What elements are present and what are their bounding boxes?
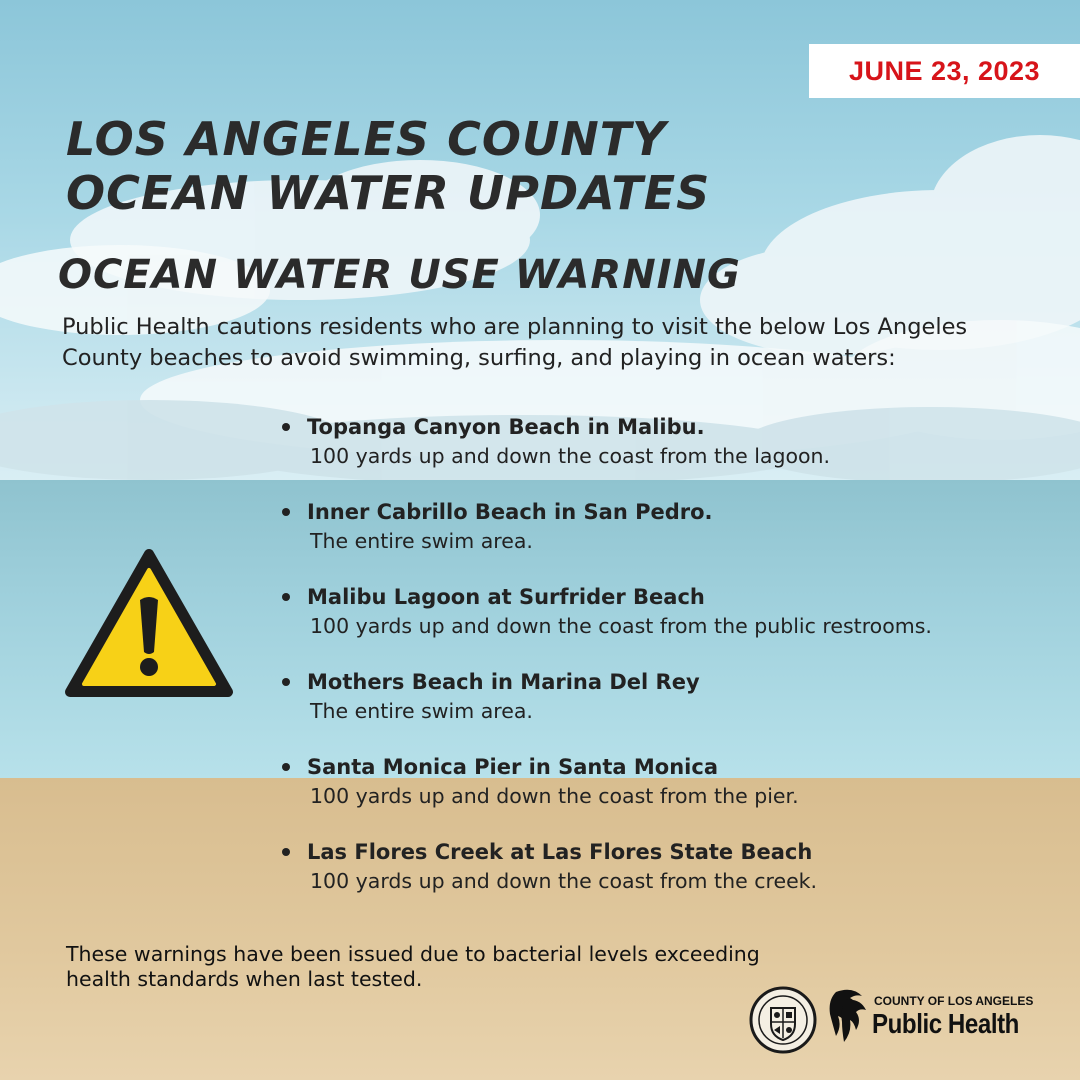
- beach-name: Las Flores Creek at Las Flores State Beach: [307, 840, 813, 864]
- footer-note: These warnings have been issued due to bacterial levels exceeding health standards when last tested.: [66, 942, 760, 991]
- beach-description: The entire swim area.: [310, 699, 533, 723]
- bullet-icon: [282, 423, 290, 431]
- beach-name: Malibu Lagoon at Surfrider Beach: [307, 585, 705, 609]
- intro-text: Public Health cautions residents who are planning to visit the below Los Angeles County beaches to avoid swimming, surfing, and playing in ocean waters:: [62, 314, 968, 371]
- county-seal-icon: [749, 986, 817, 1054]
- beach-name: Topanga Canyon Beach in Malibu.: [307, 415, 705, 439]
- bullet-icon: [282, 763, 290, 771]
- beach-description: 100 yards up and down the coast from the lagoon.: [310, 444, 831, 468]
- beach-name: Mothers Beach in Marina Del Rey: [307, 670, 700, 694]
- list-item: [282, 667, 982, 726]
- beach-list: [282, 412, 982, 896]
- public-health-logo: [826, 986, 1046, 1048]
- date-banner: [809, 44, 1080, 98]
- headline: [66, 112, 826, 220]
- beach-name: Inner Cabrillo Beach in San Pedro.: [307, 500, 713, 524]
- list-item: [282, 837, 982, 896]
- headline-line-2: OCEAN WATER UPDATES: [66, 166, 711, 220]
- bullet-icon: [282, 508, 290, 516]
- bullet-icon: [282, 678, 290, 686]
- beach-description: The entire swim area.: [310, 529, 533, 553]
- list-item: [282, 582, 982, 641]
- warning-triangle-icon: [64, 548, 234, 700]
- bullet-icon: [282, 593, 290, 601]
- bullet-icon: [282, 848, 290, 856]
- beach-name: Santa Monica Pier in Santa Monica: [307, 755, 718, 779]
- list-item: [282, 752, 982, 811]
- org-name-small: COUNTY OF LOS ANGELES: [874, 994, 1034, 1008]
- beach-description: 100 yards up and down the coast from the public restrooms.: [310, 614, 932, 638]
- date-text: JUNE 23, 2023: [848, 55, 1041, 86]
- list-item: [282, 412, 982, 471]
- org-name-big: Public Health: [872, 1008, 1019, 1039]
- warning-title: OCEAN WATER USE WARNING: [58, 252, 741, 298]
- public-health-logo-icon: [826, 986, 874, 1048]
- beach-description: 100 yards up and down the coast from the creek.: [310, 869, 818, 893]
- headline-line-1: LOS ANGELES COUNTY: [66, 112, 667, 166]
- beach-description: 100 yards up and down the coast from the pier.: [310, 784, 799, 808]
- list-item: [282, 497, 982, 556]
